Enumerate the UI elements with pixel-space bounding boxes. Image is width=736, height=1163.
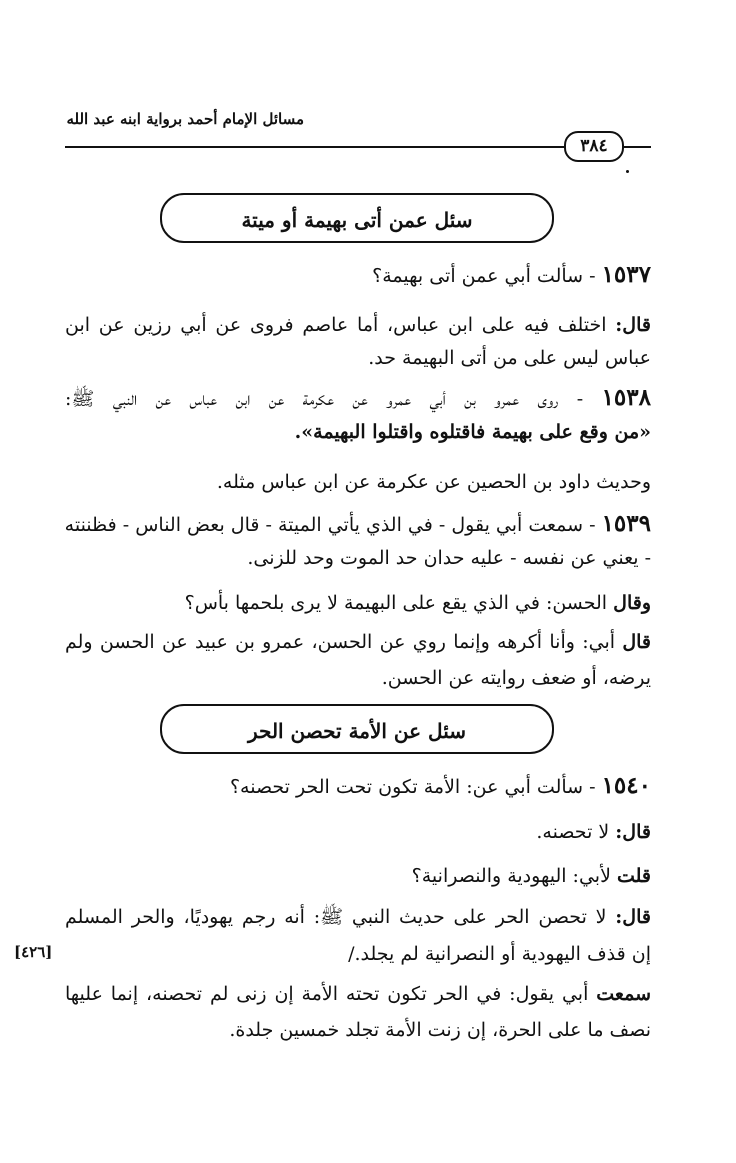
paragraph-line: نصف ما على الحرة، إن زنت الأمة تجلد خمسين جلدة.: [229, 1019, 651, 1041]
paragraph-line: [536, 818, 651, 846]
paragraph-line: عباس ليس على من أتى البهيمة حد.: [368, 347, 651, 369]
paragraph-line: [65, 980, 651, 1008]
paragraph-line: [65, 628, 651, 656]
line-text: لا تحصن الحر على حديث النبي ﷺ: أنه رجم يهوديًا، والحر المسلم: [65, 906, 607, 928]
hadith-quote: «من وقع على بهيمة فاقتلوه واقتلوا البهيمة».: [294, 421, 651, 443]
header-dot: [626, 170, 629, 173]
entry-number: ١٥٣٨: [601, 384, 651, 411]
entry-1538: [65, 384, 651, 413]
entry-1540: [230, 772, 651, 801]
section-title-1: سئل عمن أتى بهيمة أو ميتة: [160, 193, 554, 243]
lead-word: قال: [622, 631, 652, 653]
paragraph-line: [185, 589, 651, 617]
paragraph-line: [65, 311, 651, 339]
paragraph-line: [412, 862, 651, 890]
entry-number: ١٥٣٧: [601, 261, 651, 288]
line-text: اختلف فيه على ابن عباس، أما عاصم فروى عن أبي رزين عن ابن: [65, 314, 607, 336]
lead-word: قال:: [615, 906, 651, 928]
running-title: مسائل الإمام أحمد برواية ابنه عبد الله: [66, 110, 304, 128]
entry-text: - روى عمرو بن أبي عمرو عن عكرمة عن ابن عباس عن النبي ﷺ:: [65, 388, 584, 410]
line-text: أبي يقول: في الحر تكون تحته الأمة إن زنى لم تحصنه، إنما عليها: [65, 983, 589, 1005]
line-text: الحسن: في الذي يقع على البهيمة لا يرى بلحمها بأس؟: [184, 592, 608, 614]
paragraph-line: [65, 903, 651, 931]
lead-word: قال:: [615, 314, 651, 336]
entry-text: - سألت أبي عمن أتى بهيمة؟: [372, 265, 596, 287]
entry-1539: [65, 510, 651, 539]
margin-page-reference: [٤٢٦]: [14, 943, 53, 961]
line-text: لأبي: اليهودية والنصرانية؟: [411, 865, 611, 887]
paragraph-line: يرضه، أو ضعف روايته عن الحسن.: [381, 667, 651, 689]
lead-word: وقال: [613, 592, 651, 614]
entry-text: - سألت أبي عن: الأمة تكون تحت الحر تحصنه؟: [229, 776, 596, 798]
lead-word: سمعت: [596, 983, 651, 1005]
entry-text: - سمعت أبي يقول - في الذي يأتي الميتة - قال بعض الناس - فظننته: [64, 514, 596, 536]
line-text: أبي: وأنا أكرهه وإنما روي عن الحسن، عمرو بن عبيد عن الحسن ولم: [65, 631, 616, 653]
entry-number: ١٥٤٠: [601, 772, 651, 799]
paragraph-line: إن قذف اليهودية أو النصرانية لم يجلد./: [348, 943, 651, 965]
page-number: ٣٨٤: [564, 131, 624, 162]
entry-1537: [372, 261, 651, 290]
entry-number: ١٥٣٩: [601, 510, 651, 537]
section-title-2: سئل عن الأمة تحصن الحر: [160, 704, 554, 754]
paragraph-line: وحديث داود بن الحصين عن عكرمة عن ابن عباس مثله.: [216, 471, 651, 493]
line-text: لا تحصنه.: [536, 821, 610, 843]
lead-word: قلت: [616, 865, 651, 887]
lead-word: قال:: [615, 821, 651, 843]
paragraph-line: - يعني عن نفسه - عليه حدان حد الموت وحد للزنى.: [247, 547, 651, 569]
